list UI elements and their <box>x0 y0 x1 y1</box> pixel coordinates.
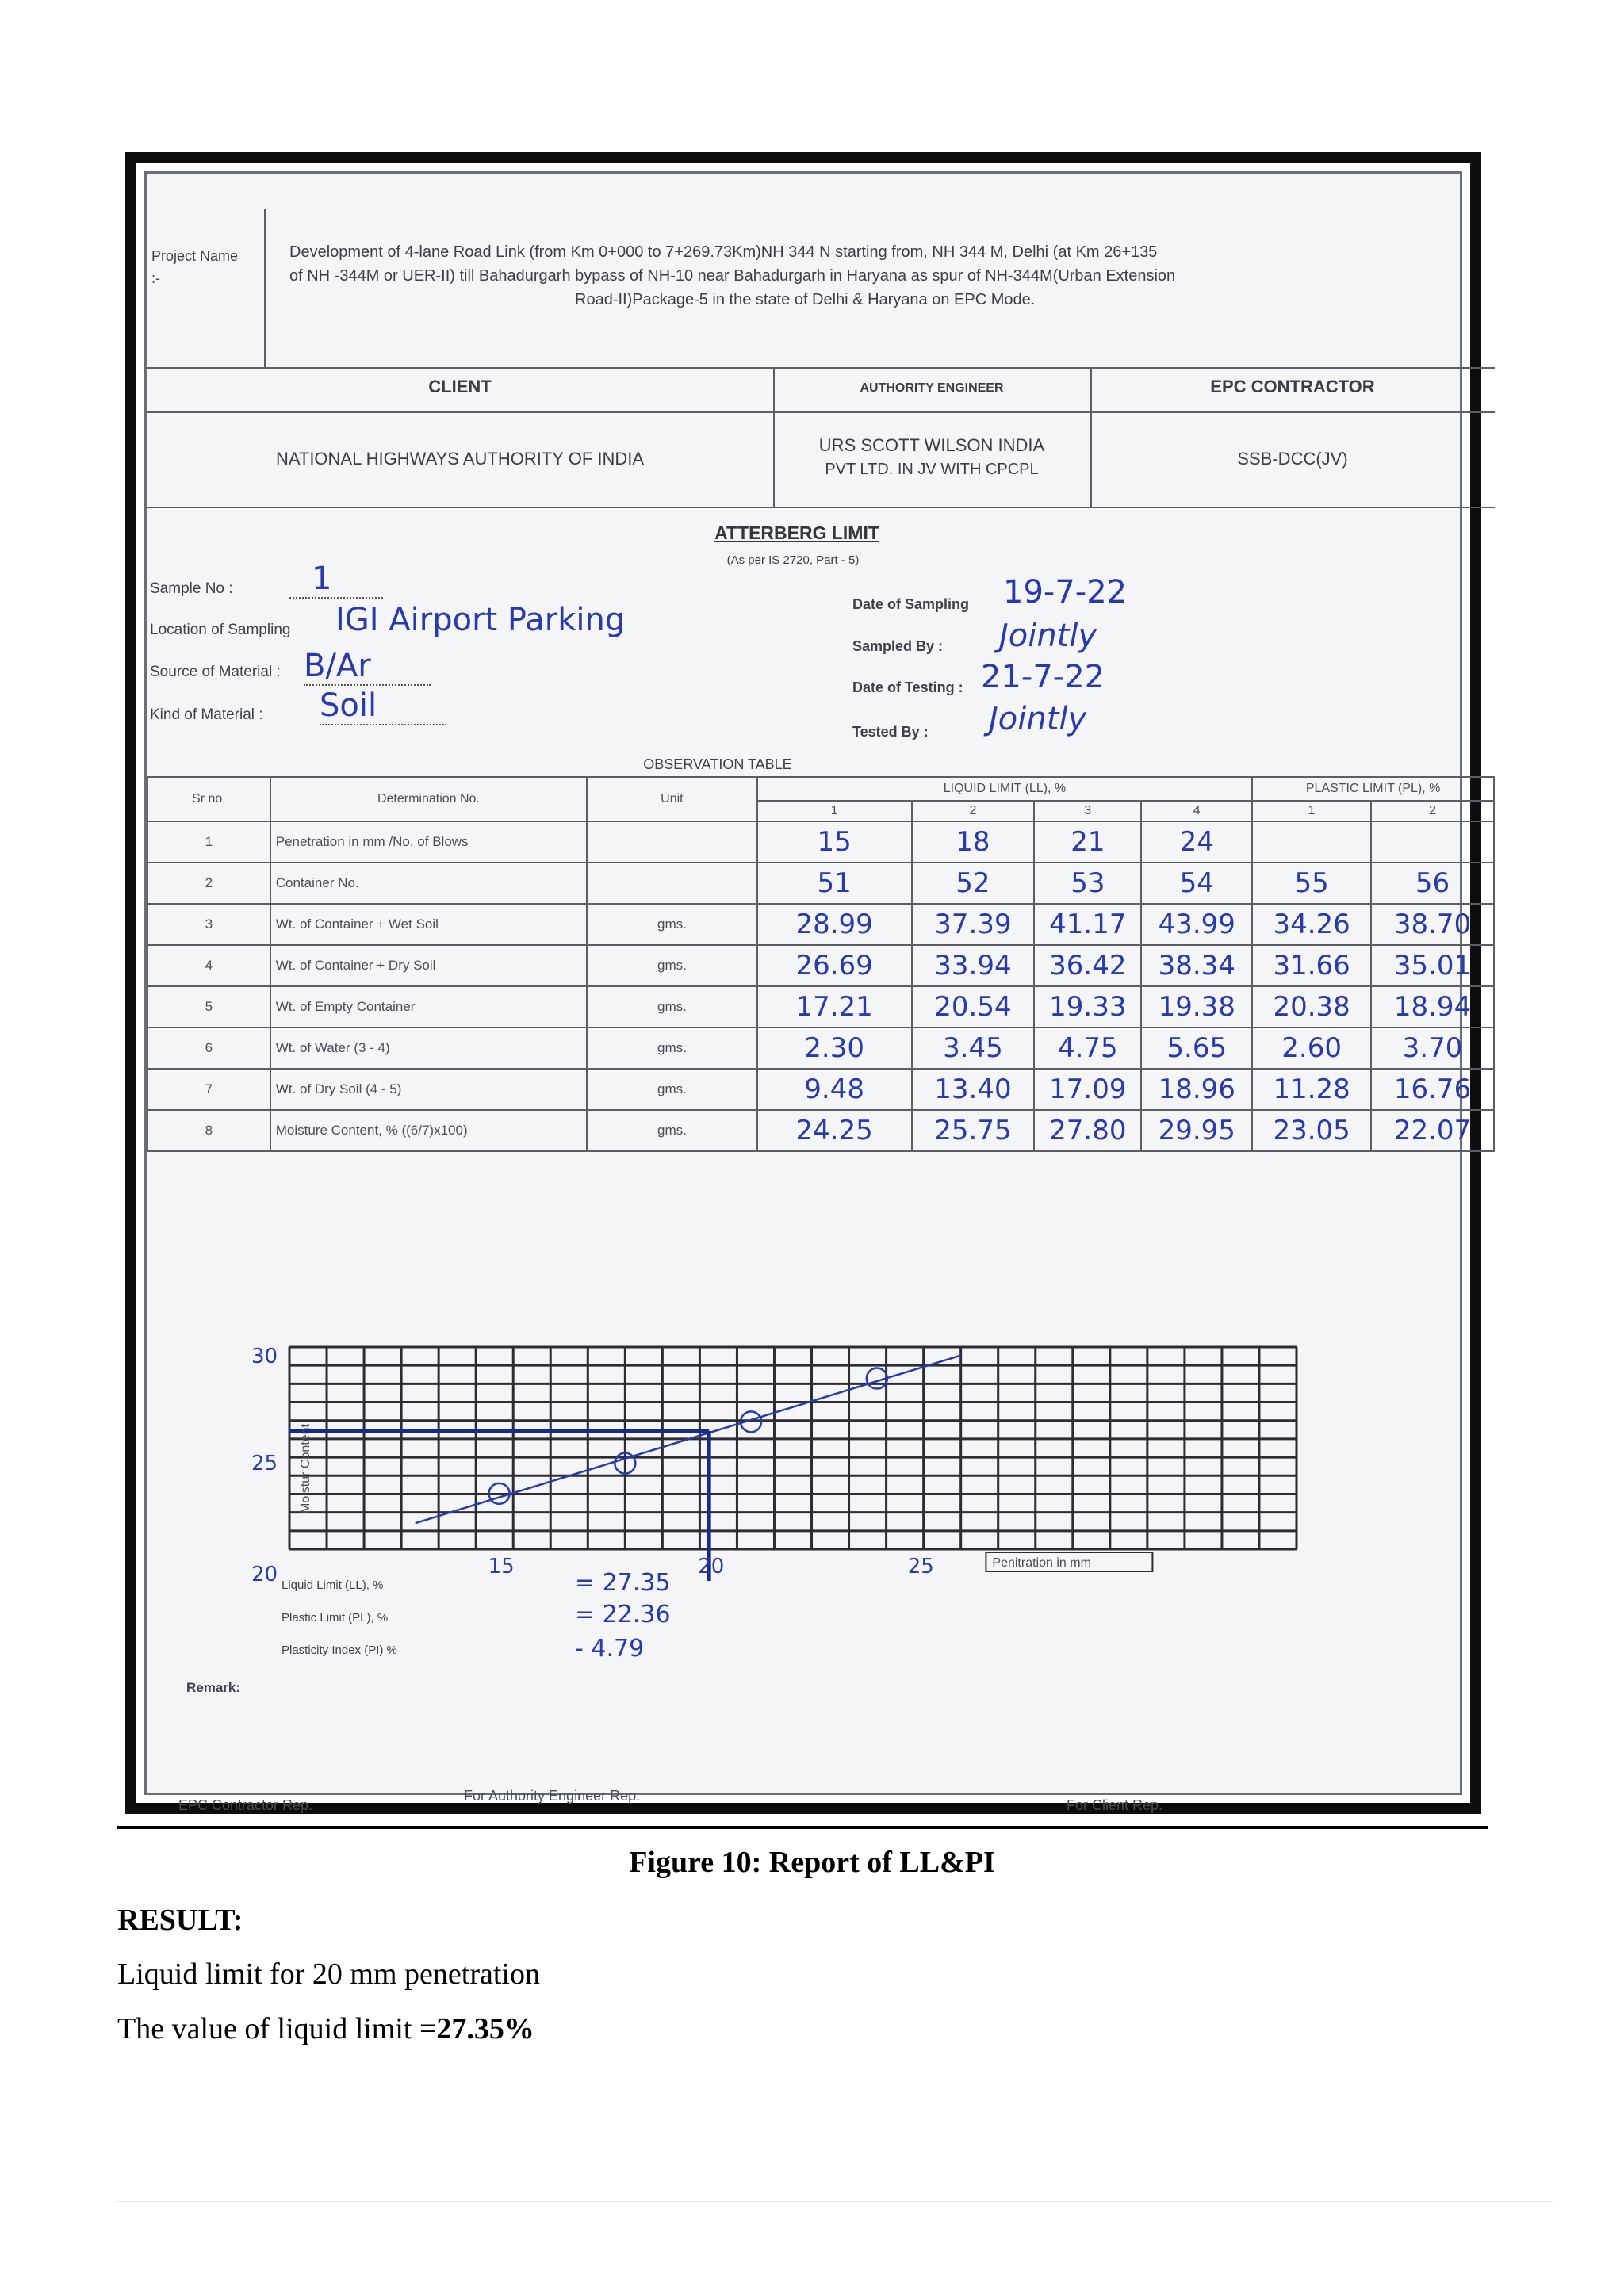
y-axis-label: Moistur Content <box>299 1424 312 1513</box>
epc-contractor-label: EPC CONTRACTOR <box>1210 377 1375 396</box>
row-value-cell: 18.94 <box>1371 986 1494 1027</box>
test-standard: (As per IS 2720, Part - 5) <box>726 553 860 567</box>
row-unit-cell: gms. <box>587 1027 757 1069</box>
row-value-cell: 17.21 <box>757 986 912 1027</box>
date-testing-label: Date of Testing : <box>852 679 963 695</box>
row-value-cell: 17.09 <box>1034 1069 1141 1110</box>
row-value-cell: 41.17 <box>1034 904 1141 945</box>
table-row <box>147 986 1494 1027</box>
kind-label: Kind of Material : <box>150 706 263 723</box>
row-value-cell: 16.76 <box>1371 1069 1494 1110</box>
authority-engineer-label: AUTHORITY ENGINEER <box>860 381 1004 395</box>
row-determination-cell: Wt. of Container + Wet Soil <box>270 904 587 945</box>
parties-bottom-rule <box>147 507 1495 508</box>
row-value-cell: 38.34 <box>1141 945 1252 986</box>
x-tick-label: 15 <box>488 1555 515 1578</box>
row-determination-cell: Penetration in mm /No. of Blows <box>270 821 587 863</box>
test-title: ATTERBERG LIMIT <box>714 522 879 543</box>
result-line-1: Liquid limit for 20 mm penetration <box>117 1957 540 1991</box>
tested-by-value: Jointly <box>989 701 1087 737</box>
header-determination: Determination No. <box>270 777 587 821</box>
sample-no-value: 1 <box>289 561 383 599</box>
row-value-cell: 11.28 <box>1252 1069 1371 1110</box>
report-photo <box>125 152 1481 1814</box>
ll-result-value: = 27.35 <box>575 1569 671 1597</box>
row-value-cell: 54 <box>1141 863 1252 904</box>
ll-col-1: 1 <box>757 801 912 821</box>
table-row <box>147 945 1494 986</box>
row-value-cell: 24.25 <box>757 1110 912 1151</box>
row-value-cell <box>1371 821 1494 863</box>
table-row <box>147 1069 1494 1110</box>
row-determination-cell: Wt. of Container + Dry Soil <box>270 945 587 986</box>
row-value-cell: 18 <box>912 821 1035 863</box>
ll-col-4: 4 <box>1141 801 1252 821</box>
row-sr-cell: 5 <box>147 986 270 1027</box>
y-tick-label: 20 <box>251 1563 278 1586</box>
row-value-cell: 27.80 <box>1034 1110 1141 1151</box>
row-value-cell: 35.01 <box>1371 945 1494 986</box>
result-line-2 <box>117 2011 534 2046</box>
table-row <box>147 904 1494 945</box>
row-sr-cell: 4 <box>147 945 270 986</box>
row-value-cell: 15 <box>757 821 912 863</box>
row-value-cell: 51 <box>757 863 912 904</box>
row-value-cell: 21 <box>1034 821 1141 863</box>
row-value-cell: 3.45 <box>912 1027 1035 1069</box>
row-value-cell: 55 <box>1252 863 1371 904</box>
figure-caption: Figure 10: Report of LL&PI <box>629 1846 995 1879</box>
ll-col-2: 2 <box>912 801 1035 821</box>
row-value-cell: 13.40 <box>912 1069 1035 1110</box>
row-determination-cell: Moisture Content, % ((6/7)x100) <box>270 1110 587 1151</box>
page-bottom-rule <box>117 2201 1553 2202</box>
location-label: Location of Sampling <box>150 622 291 638</box>
row-unit-cell: gms. <box>587 945 757 986</box>
row-value-cell: 56 <box>1371 863 1494 904</box>
source-value: B/Ar <box>304 648 431 686</box>
parties-rule <box>147 411 1495 413</box>
row-value-cell: 24 <box>1141 821 1252 863</box>
observation-title: OBSERVATION TABLE <box>643 756 792 772</box>
photo-border <box>136 163 1472 1813</box>
kind-value: Soil <box>320 687 446 725</box>
y-tick-label: 30 <box>251 1345 278 1368</box>
observation-table <box>147 776 1495 1152</box>
header-rule <box>147 367 1495 369</box>
atterberg-report-sheet <box>144 171 1472 1813</box>
observation-rows <box>147 821 1494 1151</box>
row-value-cell: 22.07 <box>1371 1110 1494 1151</box>
date-sampling-value: 19-7-22 <box>1003 574 1128 610</box>
row-unit-cell: gms. <box>587 1110 757 1151</box>
row-value-cell: 34.26 <box>1252 904 1371 945</box>
date-sampling-label: Date of Sampling <box>852 596 970 612</box>
x-tick-label: 25 <box>907 1555 934 1578</box>
ll-result-label: Liquid Limit (LL), % <box>282 1578 384 1592</box>
row-value-cell: 38.70 <box>1371 904 1494 945</box>
location-value: IGI Airport Parking <box>335 602 626 638</box>
header-divider <box>264 209 266 367</box>
row-sr-cell: 3 <box>147 904 270 945</box>
row-value-cell: 4.75 <box>1034 1027 1141 1069</box>
row-value-cell: 20.54 <box>912 986 1035 1027</box>
header-sr: Sr no. <box>147 777 270 821</box>
row-value-cell <box>1252 821 1371 863</box>
sampled-by-value: Jointly <box>999 618 1097 654</box>
header-unit: Unit <box>587 777 757 821</box>
result-heading: RESULT: <box>117 1904 243 1937</box>
row-value-cell: 25.75 <box>912 1110 1035 1151</box>
row-determination-cell: Wt. of Water (3 - 4) <box>270 1027 587 1069</box>
project-name-label: Project Name :- <box>151 248 239 286</box>
project-line-2: of NH -344M or UER-II) till Bahadurgarh bypass of NH-10 near Bahadurgarh in Haryana as spur of NH-344M(Urban Extension <box>289 267 1176 285</box>
pi-result-label: Plasticity Index (PI) % <box>282 1644 397 1657</box>
row-value-cell: 2.30 <box>757 1027 912 1069</box>
liquid-limit-value: 27.35% <box>436 2012 534 2045</box>
row-sr-cell: 2 <box>147 863 270 904</box>
source-label: Source of Material : <box>150 664 281 680</box>
ll-col-3: 3 <box>1034 801 1141 821</box>
row-value-cell: 36.42 <box>1034 945 1141 986</box>
footer-ae-rep: For Authority Engineer Rep. <box>464 1788 641 1804</box>
remark-label: Remark: <box>186 1680 241 1695</box>
figure-rule <box>117 1826 1488 1829</box>
row-value-cell: 23.05 <box>1252 1110 1371 1151</box>
row-unit-cell <box>587 821 757 863</box>
ae-line-1: URS SCOTT WILSON INDIA <box>818 435 1045 455</box>
row-sr-cell: 7 <box>147 1069 270 1110</box>
row-value-cell: 3.70 <box>1371 1027 1494 1069</box>
row-value-cell: 18.96 <box>1141 1069 1252 1110</box>
x-tick-label: 20 <box>698 1555 725 1578</box>
row-sr-cell: 8 <box>147 1110 270 1151</box>
x-axis-label: Penitration in mm <box>992 1556 1091 1570</box>
project-description <box>289 240 1495 312</box>
row-sr-cell: 1 <box>147 821 270 863</box>
row-determination-cell: Container No. <box>270 863 587 904</box>
row-unit-cell: gms. <box>587 904 757 945</box>
pl-col-2: 2 <box>1371 801 1494 821</box>
row-determination-cell: Wt. of Empty Container <box>270 986 587 1027</box>
result-line-2-prefix: The value of liquid limit = <box>117 2012 437 2045</box>
ae-line-2: PVT LTD. IN JV WITH CPCPL <box>825 461 1039 478</box>
client-value: NATIONAL HIGHWAYS AUTHORITY OF INDIA <box>275 449 645 469</box>
row-value-cell: 26.69 <box>757 945 912 986</box>
row-determination-cell: Wt. of Dry Soil (4 - 5) <box>270 1069 587 1110</box>
sample-no-label: Sample No : <box>150 580 233 597</box>
table-row <box>147 821 1494 863</box>
header-liquid-limit: LIQUID LIMIT (LL), % <box>757 777 1252 801</box>
table-row <box>147 863 1494 904</box>
row-unit-cell: gms. <box>587 1069 757 1110</box>
row-value-cell: 5.65 <box>1141 1027 1252 1069</box>
row-value-cell: 33.94 <box>912 945 1035 986</box>
row-unit-cell <box>587 863 757 904</box>
tested-by-label: Tested By : <box>852 724 929 740</box>
row-value-cell: 52 <box>912 863 1035 904</box>
epc-contractor-value: SSB-DCC(JV) <box>1237 449 1348 469</box>
row-value-cell: 28.99 <box>757 904 912 945</box>
authority-engineer-value <box>773 434 1090 481</box>
table-header-row <box>147 777 1494 801</box>
date-testing-value: 21-7-22 <box>981 659 1105 695</box>
project-line-1: Development of 4-lane Road Link (from Km 0+000 to 7+269.73Km)NH 344 N starting from, NH 344 M, Delhi (at Km 26+135 <box>289 243 1158 261</box>
sampled-by-label: Sampled By : <box>852 638 944 654</box>
footer-contractor-rep: EPC Contractor Rep. <box>178 1797 313 1813</box>
pi-result-value: - 4.79 <box>575 1635 645 1663</box>
project-line-3: Road-II)Package-5 in the state of Delhi & Haryana on EPC Mode. <box>575 291 1036 308</box>
row-value-cell: 19.38 <box>1141 986 1252 1027</box>
pl-result-value: = 22.36 <box>575 1601 671 1628</box>
header-plastic-limit: PLASTIC LIMIT (PL), % <box>1252 777 1494 801</box>
footer-client-rep: For Client Rep. <box>1067 1797 1163 1813</box>
pl-result-label: Plastic Limit (PL), % <box>282 1611 389 1624</box>
table-row <box>147 1110 1494 1151</box>
pl-col-1: 1 <box>1252 801 1371 821</box>
row-unit-cell: gms. <box>587 986 757 1027</box>
row-value-cell: 53 <box>1034 863 1141 904</box>
row-value-cell: 37.39 <box>912 904 1035 945</box>
row-value-cell: 2.60 <box>1252 1027 1371 1069</box>
y-tick-label: 25 <box>251 1452 278 1475</box>
row-value-cell: 19.33 <box>1034 986 1141 1027</box>
row-value-cell: 20.38 <box>1252 986 1371 1027</box>
row-value-cell: 9.48 <box>757 1069 912 1110</box>
client-label: CLIENT <box>428 377 492 396</box>
row-value-cell: 43.99 <box>1141 904 1252 945</box>
row-value-cell: 29.95 <box>1141 1110 1252 1151</box>
row-sr-cell: 6 <box>147 1027 270 1069</box>
row-value-cell: 31.66 <box>1252 945 1371 986</box>
table-row <box>147 1027 1494 1069</box>
